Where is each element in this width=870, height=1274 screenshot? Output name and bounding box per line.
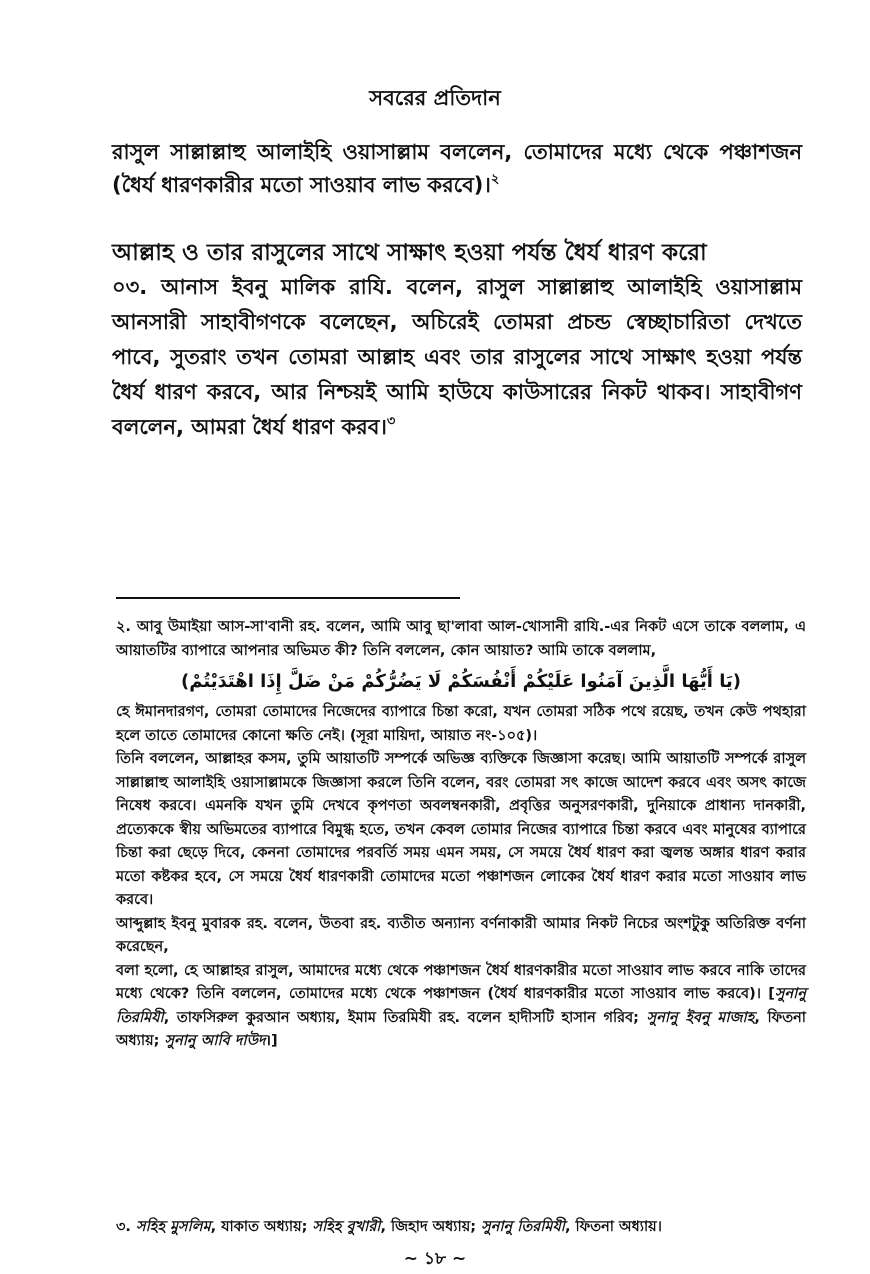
reference-detail: , যাকাত অধ্যায়; [210,1219,313,1235]
footnote-3 [116,1216,816,1240]
paragraph-text: রাসুল সাল্লাল্লাহু আলাইহি ওয়াসাল্লাম বললেন, তোমাদের মধ্যে থেকে পঞ্চাশজন (ধৈর্য ধারণকারীর মতো সাওয়াব লাভ করবে)। [112,140,802,197]
reference-detail: , ফিতনা অধ্যায়; [116,1009,806,1049]
footnote-addition: আব্দুল্লাহ ইবনু মুবারক রহ. বলেন, উতবা রহ. ব্যতীত অন্যান্য বর্ণনাকারী আমার নিকট নিচের অংশটুকু অতিরিক্ত বর্ণনা করেছেন, [116,915,806,955]
footnote-ref-2[interactable]: ২ [490,172,500,187]
section-heading: আল্লাহ ও তার রাসুলের সাথে সাক্ষাৎ হওয়া পর্যন্ত ধৈর্য ধারণ করো [112,240,707,266]
reference-book: সহিহ বুখারী [312,1219,381,1235]
arabic-verse: (يَا أَيُّهَا الَّذِينَ آمَنُوا عَلَيْكُمْ أَنْفُسَكُمْ لَا يَضُرُّكُمْ مَنْ ضَلَّ إِذَا اهْتَدَيْتُمْ) [181,671,741,692]
final-text: বলা হলো, হে আল্লাহর রাসুল, আমাদের মধ্যে থেকে পঞ্চাশজন ধৈর্য ধারণকারীর মতো সাওয়াব লাভ করবে নাকি তাদের মধ্যে থেকে? তিনি বললেন, তোমাদের মধ্যে থেকে পঞ্চাশজন (ধৈর্য ধারণকারীর মতো সাওয়াব লাভ করবে)। [ [116,962,806,1002]
reference-detail: , তাফসিরুল কুরআন অধ্যায়, ইমাম তিরমিযী রহ. বলেন হাদীসটি হাসান গরিব; [163,1009,647,1026]
footnote-ref-3[interactable]: ৩ [386,414,396,429]
footnote-intro: ২. আবু উমাইয়া আস-সা'বানী রহ. বলেন, আমি আবু ছা'লাবা আল-খোসানী রাযি.-এর নিকট এসে তাকে বললাম, এ আয়াতটির ব্যাপারে আপনার অভিমত কী? তিনি বললেন, কোন আয়াত? আমি তাকে বললাম, [116,619,806,659]
reference-book: সুনানু তিরমিযী [116,986,806,1026]
reference-detail: ।] [265,1033,278,1049]
page-number: ~ ১৮ ~ [403,1249,467,1269]
footnote-number: ৩. [116,1219,136,1235]
paragraph-hadith-03 [112,270,802,445]
reference-detail: , জিহাদ অধ্যায়; [380,1219,482,1235]
paragraph-hadith-end [112,136,802,202]
reference-book: সুনানু তিরমিযী [481,1219,565,1235]
paragraph-text: ০৩. আনাস ইবনু মালিক রাযি. বলেন, রাসুল সাল্লাল্লাহু আলাইহি ওয়াসাল্লাম আনসারী সাহাবীগণকে বলেছেন, অচিরেই তোমরা প্রচন্ড স্বেচ্ছাচারিতা দেখতে পাবে, সুতরাং তখন তোমরা আল্লাহ এবং তার রাসুলের সাথে সাক্ষাৎ হওয়া পর্যন্ত ধৈর্য ধারণ করবে, আর নিশ্চয়ই আমি হাউযে কাউসারের নিকট থাকব। সাহাবীগণ বললেন, আমরা ধৈর্য ধারণ করব। [112,275,802,439]
footnote-final [116,960,806,1054]
running-header: সবরের প্রতিদান [369,86,501,110]
reference-detail: , ফিতনা অধ্যায়। [564,1219,662,1235]
reference-book: সুনানু আবি দাউদ [164,1033,266,1049]
footnote-reply: তিনি বললেন, আল্লাহর কসম, তুমি আয়াতটি সম্পর্কে অভিজ্ঞ ব্যক্তিকে জিজ্ঞাসা করেছ। আমি আয়াতটি সম্পর্কে রাসুল সাল্লাল্লাহু আলাইহি ওয়াসাল্লামকে জিজ্ঞাসা করলে তিনি বলেন, বরং তোমরা সৎ কাজে আদেশ করবে এবং অসৎ কাজে নিষেধ করবে। এমনকি যখন তুমি দেখবে কৃপণতা অবলম্বনকারী, প্রবৃত্তির অনুসরণকারী, দুনিয়াকে প্রাধান্য দানকারী, প্রত্যেককে স্বীয় অভিমতের ব্যাপারে বিমুগ্ধ হতে, তখন কেবল তোমার নিজের ব্যাপারে চিন্তা করবে এবং মানুষের ব্যাপারে চিন্তা করা ছেড়ে দিবে, কেননা তোমাদের পরবর্তি সময় এমন সময়, সে সময়ে ধৈর্য ধারণ করা জ্বলন্ত অঙ্গার ধারণ করার মতো কষ্টকর হবে, সে সময়ে ধৈর্য ধারণকারী তোমাদের মতো পঞ্চাশজন লোকের ধৈর্য ধারণ করার মতো সাওয়াব লাভ করবে। [116,751,806,908]
reference-book: সুনানু ইবনু মাজাহ [646,1009,755,1026]
reference-book: সহিহ মুসলিম [135,1219,211,1235]
verse-translation: হে ঈমানদারগণ, তোমরা তোমাদের নিজেদের ব্যাপারে চিন্তা করো, যখন তোমরা সঠিক পথে রয়েছ, তখন কেউ পথহারা হলে তাতে তোমাদের কোনো ক্ষতি নেই। (সূরা মায়িদা, আয়াত নং-১০৫)। [116,704,806,744]
footnote-2 [116,616,806,1054]
footnote-separator [116,597,460,599]
